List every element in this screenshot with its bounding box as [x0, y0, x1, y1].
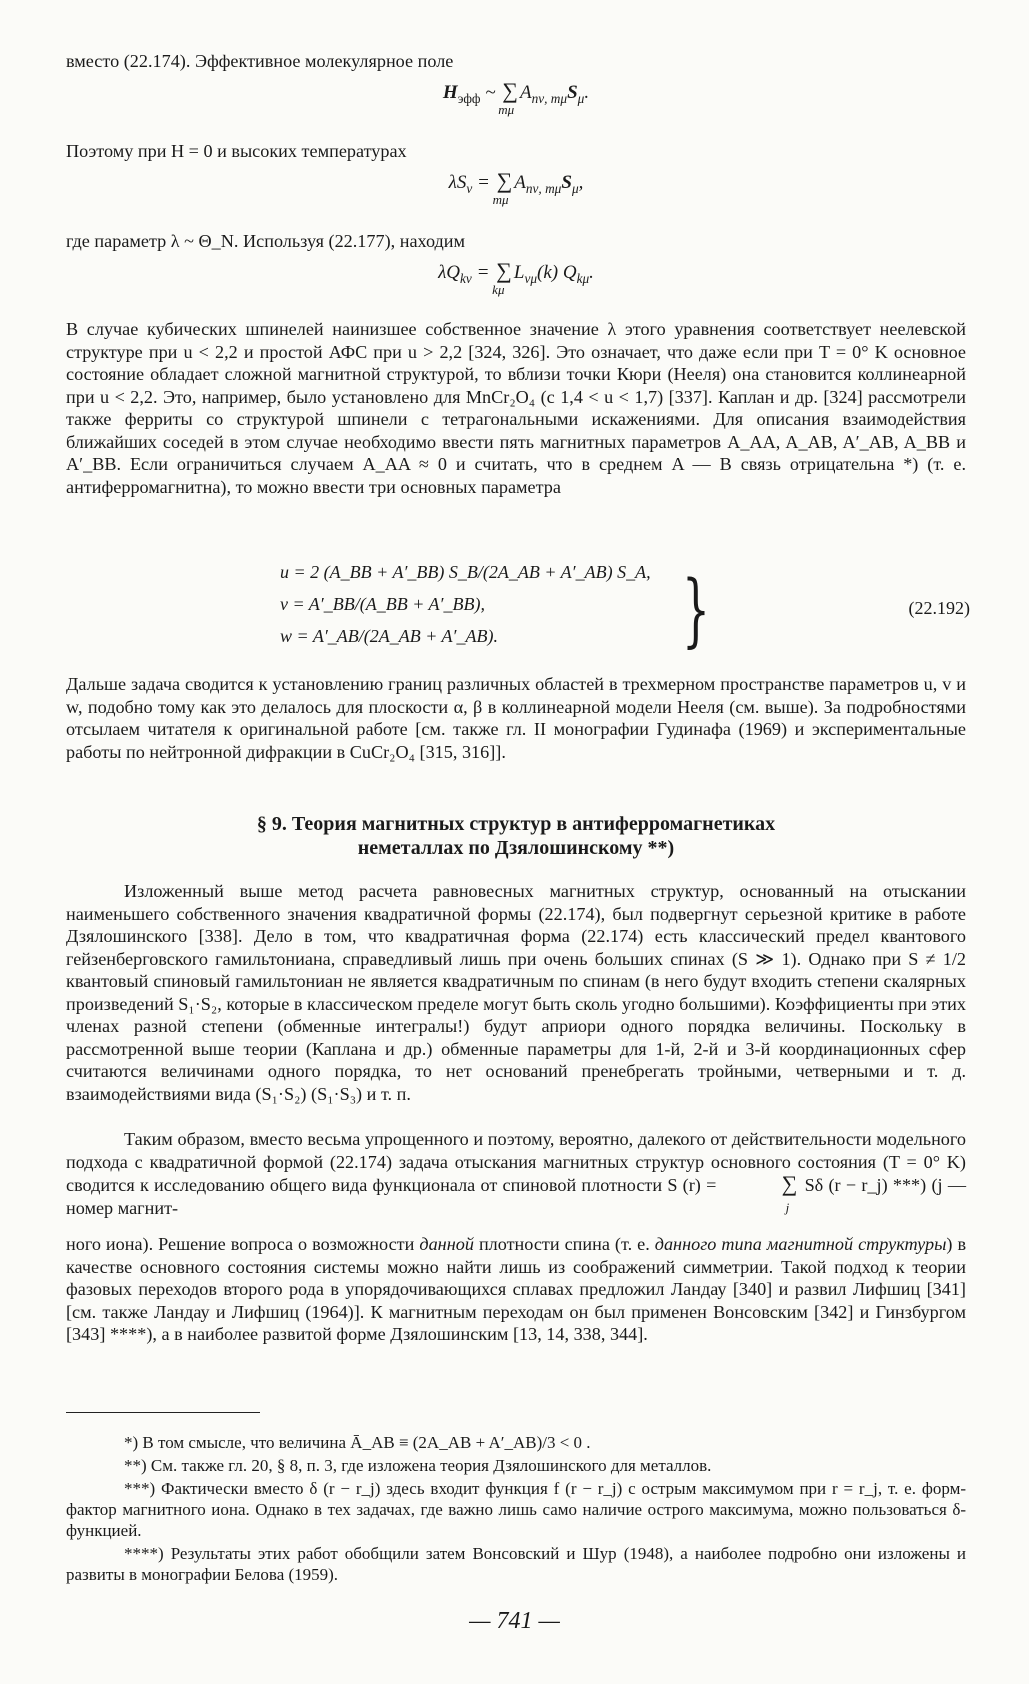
intro-paragraph: вместо (22.174). Эффективное молекулярное поле — [66, 51, 454, 71]
footnotes — [66, 1432, 966, 1585]
paragraph-next: Дальше задача сводится к установлению границ различных областей в трехмерном пространстве параметров u, v и w, подобно тому как это делалось для плоскости α, β в коллинеарной модели Нееля (см. выше). За подробностями отсылаем читателя к оригинальной работе [см. также гл. II монографии Гудинафа (1969) и экспериментальные работы по нейтронной дифракции в CuCr₂O₄ [315, 316]]. — [66, 674, 966, 762]
page-number: — 741 — — [469, 1608, 560, 1634]
formula-effective-field: $H_{эфф}$ ~ ∑ mμ $A_{n\nu, m\mu}S_\mu$. — [442, 78, 590, 117]
equation-line-w: w = A′_AB/(2A_AB + A′_AB). — [280, 626, 498, 646]
equation-system-22-192 — [280, 562, 970, 662]
formula-lambda-s: $\lambda S_\nu$ = ∑ mμ $A_{n\nu, m\mu}S_\mu$, — [448, 168, 584, 207]
sum-symbol: ∑ mμ — [492, 168, 513, 207]
footnote-3: ***) Фактически вместо δ (r − r_j) здесь входит функция f (r − r_j) с острым максимумом при r = r_j, т. е. форм-фактор магнитного иона. Однако в тех задачах, где важно лишь само наличие острого максимума, можно пользоваться δ-функцией. — [66, 1479, 966, 1540]
paragraph-thus: Таким образом, вместо весьма упрощенного и поэтому, вероятно, далекого от действительности модельного подхода с квадратичной формой (22.174) задача отыскания магнитных структур основного состояния (T = 0° K) сводится к исследованию общего вида функционала от спиновой плотности S (r) = ∑ j Sδ (r − r_j) ***) (j — номер магнит- ного иона). Решение вопроса о возможности данной плотности спина (т. е. данного типа магнитной структуры) в качестве основного состояния системы можно найти лишь из соображений симметрии. Такой подход к теории фазовых переходов второго рода в упорядочивающихся сплавах предложил Ландау [340] и развил Лифшиц [341] [см. также Ландау и Лифшиц (1964)]. К магнитным переходам он был применен Вонсовским [342] и Гинзбургом [343] ****), а в наиболее развитой форме Дзялошинским [13, 14, 338, 344]. — [66, 1129, 967, 1344]
equation-line-v: v = A′_BB/(A_BB + A′_BB), — [280, 594, 485, 614]
sum-symbol: ∑ j — [781, 1171, 798, 1215]
paragraph-method: Изложенный выше метод расчета равновесных магнитных структур, основанный на отыскании наименьшего собственного значения квадратичной формы (22.174), был подвергнут серьезной критике в работе Дзялошинского [338]. Дело в том, что квадратичная форма (22.174) есть классический предел квантового гейзенберговского гамильтониана, справедливый лишь при очень больших спинах (S ≫ 1). Однако при S ≠ 1/2 квантовый спиновый гамильтониан не является квадратичным по спинам (в него будут входить степени скалярных произведений S₁·S₂, которые в классическом пределе могут быть сколь угодно большими). Коэффициенты при этих членах разной степени (обменные интегралы!) будут априори одного порядка величины. Поскольку в рассмотренной выше теории (Каплана и др.) обменные параметры для 1-й, 2-й и 3-й координационных сфер считаются величинами одного порядка, то нет оснований пренебрегать тройными, четверными и т. д. взаимодействиями вида (S₁·S₂) (S₁·S₃) и т. п. — [66, 881, 966, 1104]
paragraph-param: где параметр λ ~ Θ_N. Используя (22.177), находим — [66, 231, 466, 251]
sum-symbol: ∑ mμ — [498, 78, 518, 117]
footnote-1: *) В том смысле, что величина Ā_AB ≡ (2A_AB + A′_AB)/3 < 0 . — [124, 1433, 591, 1452]
equation-number: (22.192) — [908, 598, 970, 618]
paragraph-spinel: В случае кубических шпинелей наинизшее собственное значение λ этого уравнения соответствует неелевской структуре при u < 2,2 и простой АФС при u > 2,2 [324, 326]. Это означает, что даже если при T = 0° K основное состояние обладает сложной магнитной структурой, то вблизи точки Кюри (Нееля) она становится коллинеарной при u < 2,2. Это, например, было установлено для MnCr₂O₄ (с 1,4 < u < 1,7) [337]. Каплан и др. [324] рассмотрели также ферриты со структурой шпинели с тетрагональными искажениями. Для описания взаимодействия ближайших соседей в этом случае необходимо ввести пять магнитных параметров A_AA, A_AB, A′_AB, A_BB и A′_BB. Если ограничиться случаем A_AA ≈ 0 и считать, что в среднем A — B связь отрицательна *) (т. е. антиферромагнитна), то можно ввести три основных параметра — [66, 319, 966, 497]
footnote-2: **) См. также гл. 20, § 8, п. 3, где изложена теория Дзялошинского для металлов. — [124, 1456, 712, 1475]
paragraph-h0: Поэтому при H = 0 и высоких температурах — [66, 141, 407, 161]
footnote-4: ****) Результаты этих работ обобщили затем Вонсовский и Шур (1948), а наиболее подробно они изложены и развиты в монографии Белова (1959). — [66, 1544, 966, 1584]
footnote-rule — [66, 1412, 260, 1413]
section-heading: § 9. Теория магнитных структур в антиферромагнетиках неметаллах по Дзялошинскому **) — [256, 813, 776, 859]
equation-line-u: u = 2 (A_BB + A′_BB) S_B/(2A_AB + A′_AB) S_A, — [280, 562, 651, 582]
sum-symbol: ∑ kμ — [492, 258, 512, 297]
right-brace: } — [682, 563, 710, 656]
formula-lambda-q: $\lambda Q_{k\nu}$ = ∑ kμ $L_{\nu\mu}(k)$ $Q_{k\mu}$. — [438, 258, 594, 297]
